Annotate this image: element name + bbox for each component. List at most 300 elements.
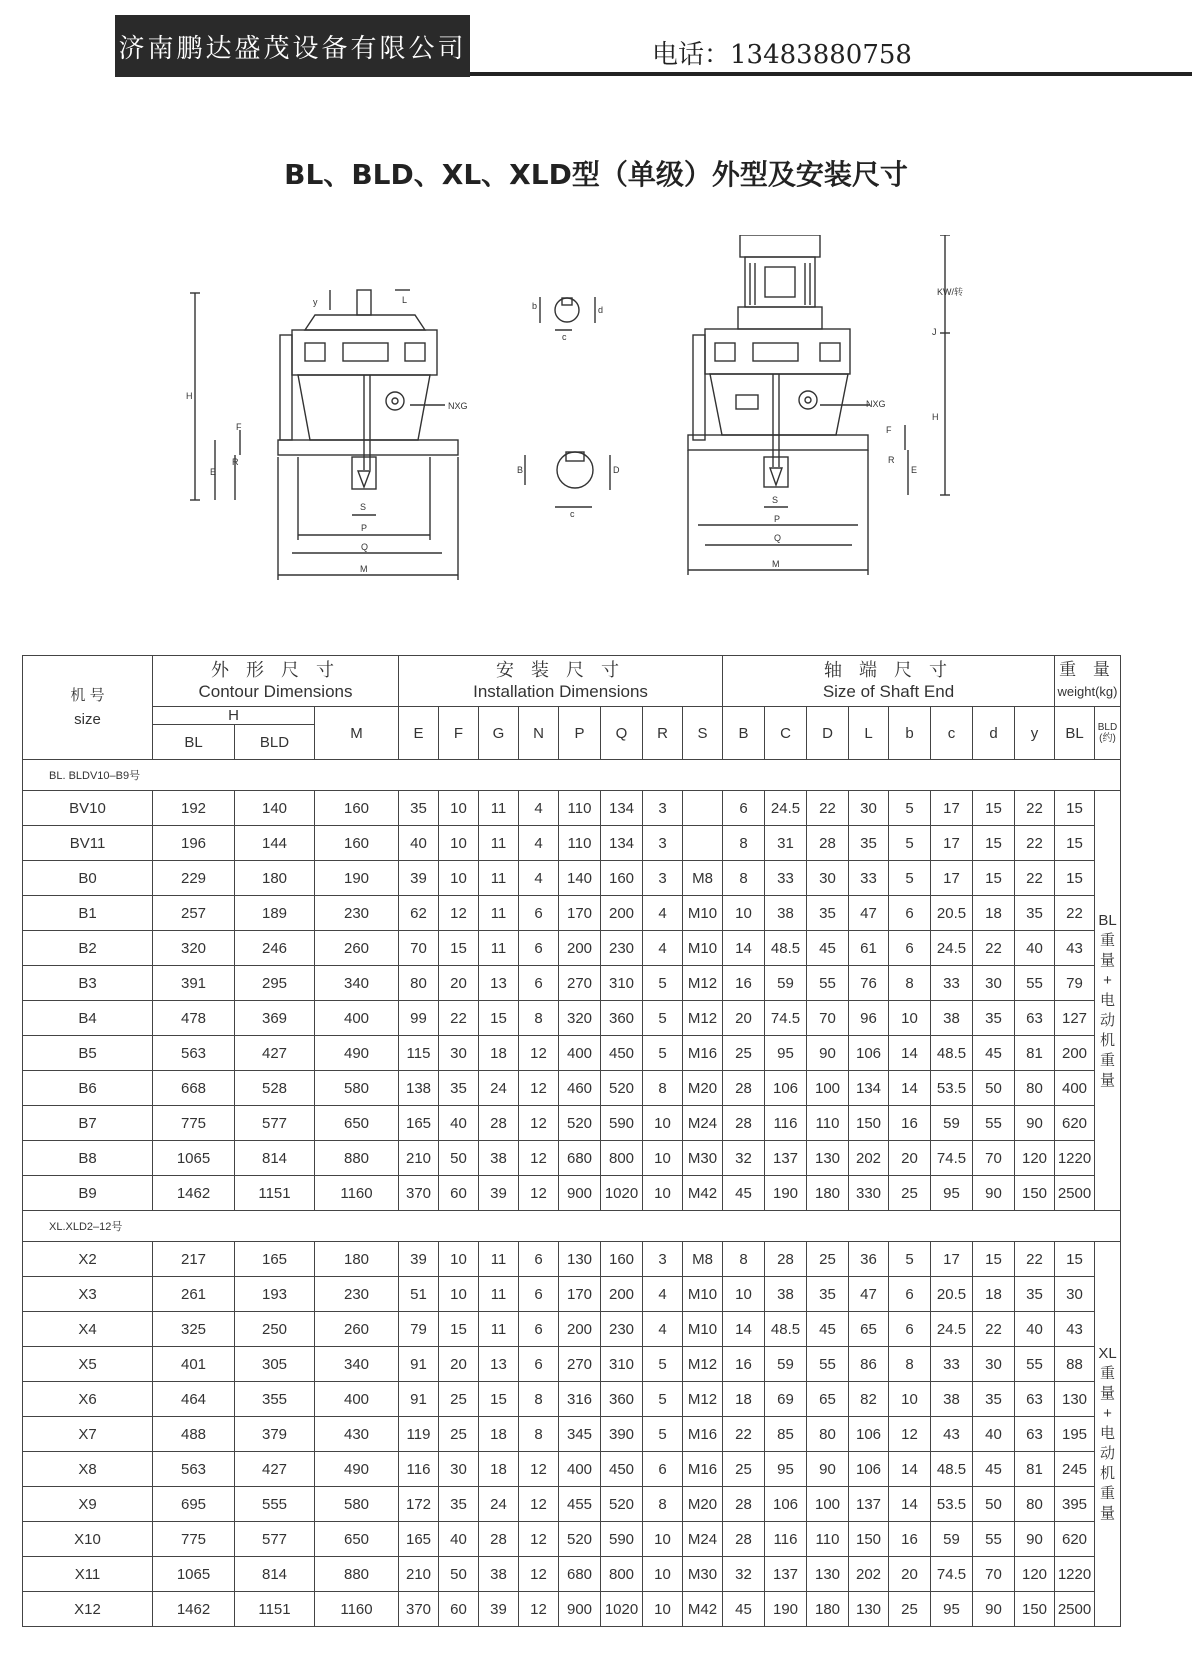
table-row (23, 1557, 1121, 1592)
value-cell: 96 (849, 1001, 889, 1036)
weight-note-char: XL (1098, 1345, 1117, 1362)
table-row (23, 1522, 1121, 1557)
table-row (23, 1141, 1121, 1176)
table-row (23, 1452, 1121, 1487)
value-cell: 555 (235, 1487, 315, 1522)
weight-note-char: 机 (1099, 1465, 1115, 1482)
value-cell: 20 (439, 966, 479, 1001)
value-cell: 427 (235, 1452, 315, 1487)
value-cell: 28 (479, 1106, 519, 1141)
value-cell: 38 (479, 1557, 519, 1592)
shaft-label-c-bot: c (570, 509, 575, 519)
value-cell: 360 (601, 1001, 643, 1036)
value-cell: 775 (153, 1522, 235, 1557)
section-label: XL.XLD2–12号 (23, 1211, 1121, 1242)
value-cell: 250 (235, 1312, 315, 1347)
dimension-drawings (180, 235, 1020, 620)
value-cell: 460 (559, 1071, 601, 1106)
value-cell: 80 (1015, 1071, 1055, 1106)
value-cell: 4 (519, 791, 559, 826)
value-cell: 160 (601, 861, 643, 896)
section-label-row (23, 1211, 1121, 1242)
value-cell: 196 (153, 826, 235, 861)
value-cell: 24 (479, 1487, 519, 1522)
value-cell: 330 (849, 1176, 889, 1211)
left-reducer-drawing (186, 290, 468, 580)
value-cell: 563 (153, 1036, 235, 1071)
value-cell: 200 (601, 1277, 643, 1312)
value-cell: 88 (1055, 1347, 1095, 1382)
value-cell: 165 (399, 1106, 439, 1141)
value-cell: 38 (479, 1141, 519, 1176)
value-cell: 369 (235, 1001, 315, 1036)
value-cell: 79 (1055, 966, 1095, 1001)
value-cell: 70 (807, 1001, 849, 1036)
value-cell: 6 (889, 1277, 931, 1312)
left-label-q: Q (361, 542, 369, 552)
value-cell: 43 (1055, 1312, 1095, 1347)
value-cell: 59 (765, 966, 807, 1001)
value-cell: 150 (1015, 1592, 1055, 1627)
value-cell: 245 (1055, 1452, 1095, 1487)
table-row (23, 1242, 1121, 1277)
value-cell: 35 (973, 1382, 1015, 1417)
value-cell: 55 (807, 966, 849, 1001)
value-cell: 8 (889, 1347, 931, 1382)
size-header: 机 号 size (23, 656, 153, 760)
model-cell: X4 (23, 1312, 153, 1347)
right-label-p: P (774, 514, 781, 524)
value-cell: 427 (235, 1036, 315, 1071)
shaft-section-drawings (517, 297, 620, 519)
value-cell: 450 (601, 1036, 643, 1071)
value-cell: 28 (723, 1106, 765, 1141)
value-cell: 650 (315, 1106, 399, 1141)
value-cell: 35 (1015, 896, 1055, 931)
value-cell: 60 (439, 1592, 479, 1627)
value-cell: 82 (849, 1382, 889, 1417)
value-cell (683, 826, 723, 861)
value-cell: 180 (315, 1242, 399, 1277)
col-header: b (889, 707, 931, 760)
value-cell: 39 (479, 1176, 519, 1211)
value-cell: 137 (849, 1487, 889, 1522)
value-cell: 12 (519, 1487, 559, 1522)
value-cell: 39 (479, 1592, 519, 1627)
value-cell: 39 (399, 861, 439, 896)
value-cell: 900 (559, 1592, 601, 1627)
value-cell: 270 (559, 966, 601, 1001)
value-cell: 295 (235, 966, 315, 1001)
value-cell: 140 (235, 791, 315, 826)
value-cell: 28 (723, 1522, 765, 1557)
value-cell: 22 (1015, 861, 1055, 896)
value-cell: 59 (931, 1106, 973, 1141)
value-cell: 379 (235, 1417, 315, 1452)
model-cell: B5 (23, 1036, 153, 1071)
value-cell: M12 (683, 966, 723, 1001)
value-cell: 190 (765, 1176, 807, 1211)
value-cell: 28 (723, 1487, 765, 1522)
value-cell: 130 (807, 1141, 849, 1176)
left-label-y: y (313, 297, 318, 307)
value-cell: 1462 (153, 1592, 235, 1627)
model-cell: B1 (23, 896, 153, 931)
value-cell: 189 (235, 896, 315, 931)
value-cell: 50 (439, 1141, 479, 1176)
value-cell: 12 (519, 1106, 559, 1141)
value-cell: 5 (889, 1242, 931, 1277)
value-cell: 6 (519, 931, 559, 966)
value-cell: 230 (601, 931, 643, 966)
value-cell: M10 (683, 1312, 723, 1347)
value-cell: 80 (399, 966, 439, 1001)
value-cell: 160 (315, 791, 399, 826)
value-cell: 36 (849, 1242, 889, 1277)
value-cell: 38 (765, 1277, 807, 1312)
value-cell: 10 (643, 1176, 683, 1211)
value-cell: 110 (807, 1522, 849, 1557)
value-cell: 590 (601, 1522, 643, 1557)
value-cell: 30 (973, 966, 1015, 1001)
value-cell: 95 (765, 1452, 807, 1487)
value-cell: 1151 (235, 1176, 315, 1211)
value-cell: M42 (683, 1592, 723, 1627)
value-cell: 45 (973, 1452, 1015, 1487)
value-cell: 134 (601, 791, 643, 826)
model-cell: X7 (23, 1417, 153, 1452)
value-cell: M12 (683, 1001, 723, 1036)
h-header: H (153, 707, 315, 725)
value-cell: 5 (889, 826, 931, 861)
value-cell: 10 (439, 1242, 479, 1277)
value-cell: 528 (235, 1071, 315, 1106)
model-cell: X2 (23, 1242, 153, 1277)
left-label-e: E (210, 467, 217, 477)
value-cell: 11 (479, 1312, 519, 1347)
right-label-r: R (888, 455, 895, 465)
model-cell: X3 (23, 1277, 153, 1312)
value-cell: 5 (889, 791, 931, 826)
value-cell: 18 (479, 1036, 519, 1071)
value-cell: 43 (1055, 931, 1095, 966)
value-cell: M12 (683, 1382, 723, 1417)
value-cell: 5 (643, 1036, 683, 1071)
value-cell: 55 (807, 1347, 849, 1382)
value-cell: 16 (723, 1347, 765, 1382)
value-cell: 257 (153, 896, 235, 931)
value-cell: 8 (723, 826, 765, 861)
value-cell: 6 (889, 896, 931, 931)
value-cell: 880 (315, 1557, 399, 1592)
value-cell: 345 (559, 1417, 601, 1452)
right-label-f: F (886, 425, 892, 435)
value-cell: 35 (439, 1071, 479, 1106)
table-row (23, 826, 1121, 861)
value-cell: 1220 (1055, 1557, 1095, 1592)
value-cell: 110 (807, 1106, 849, 1141)
value-cell: 80 (807, 1417, 849, 1452)
model-cell: B7 (23, 1106, 153, 1141)
value-cell: 580 (315, 1071, 399, 1106)
col-header: S (683, 707, 723, 760)
section-label-row (23, 760, 1121, 791)
value-cell: 62 (399, 896, 439, 931)
value-cell: 45 (723, 1592, 765, 1627)
value-cell: 31 (765, 826, 807, 861)
weight-note-char: 电 (1099, 1425, 1115, 1442)
value-cell: 99 (399, 1001, 439, 1036)
value-cell: 35 (807, 1277, 849, 1312)
value-cell: 28 (723, 1071, 765, 1106)
left-label-nxg: NXG (448, 401, 468, 411)
value-cell: 48.5 (931, 1452, 973, 1487)
col-header: c (931, 707, 973, 760)
value-cell: 95 (931, 1592, 973, 1627)
table-row (23, 1036, 1121, 1071)
value-cell: 900 (559, 1176, 601, 1211)
value-cell: 8 (643, 1487, 683, 1522)
value-cell: 59 (931, 1522, 973, 1557)
value-cell: 45 (807, 1312, 849, 1347)
value-cell: 47 (849, 1277, 889, 1312)
value-cell: 6 (519, 1312, 559, 1347)
left-label-l: L (402, 295, 408, 305)
value-cell: 24.5 (931, 931, 973, 966)
left-label-r: R (232, 457, 239, 467)
value-cell: 1020 (601, 1176, 643, 1211)
value-cell: 25 (723, 1452, 765, 1487)
value-cell: 110 (559, 826, 601, 861)
value-cell: 15 (973, 1242, 1015, 1277)
value-cell: 12 (519, 1071, 559, 1106)
value-cell: 305 (235, 1347, 315, 1382)
model-cell: X8 (23, 1452, 153, 1487)
value-cell: 74.5 (765, 1001, 807, 1036)
right-label-nxg: NXG (866, 399, 886, 409)
value-cell: 190 (765, 1592, 807, 1627)
weight-note-char: 量 (1099, 1071, 1115, 1089)
value-cell: 63 (1015, 1001, 1055, 1036)
value-cell: 202 (849, 1557, 889, 1592)
value-cell: 35 (399, 791, 439, 826)
value-cell: 45 (723, 1176, 765, 1211)
value-cell: 230 (601, 1312, 643, 1347)
value-cell: 5 (643, 1347, 683, 1382)
value-cell: 22 (807, 791, 849, 826)
col-header: L (849, 707, 889, 760)
value-cell: 12 (519, 1522, 559, 1557)
value-cell: 6 (643, 1452, 683, 1487)
value-cell: 340 (315, 966, 399, 1001)
value-cell: 59 (765, 1347, 807, 1382)
value-cell: 69 (765, 1382, 807, 1417)
left-label-h: H (186, 391, 193, 401)
value-cell: 192 (153, 791, 235, 826)
model-cell: BV10 (23, 791, 153, 826)
value-cell: 260 (315, 1312, 399, 1347)
value-cell (683, 791, 723, 826)
value-cell: 65 (807, 1382, 849, 1417)
value-cell: 3 (643, 1242, 683, 1277)
value-cell: 4 (519, 861, 559, 896)
value-cell: 668 (153, 1071, 235, 1106)
value-cell: 65 (849, 1312, 889, 1347)
value-cell: M20 (683, 1487, 723, 1522)
weight-note-char: BL (1098, 911, 1117, 929)
value-cell: 5 (643, 1382, 683, 1417)
value-cell: 63 (1015, 1417, 1055, 1452)
value-cell: 61 (849, 931, 889, 966)
model-cell: B9 (23, 1176, 153, 1211)
value-cell: 180 (807, 1176, 849, 1211)
value-cell: 400 (1055, 1071, 1095, 1106)
value-cell: 15 (1055, 826, 1095, 861)
value-cell: 17 (931, 1242, 973, 1277)
value-cell: 180 (807, 1592, 849, 1627)
value-cell: 2500 (1055, 1176, 1095, 1211)
value-cell: 11 (479, 826, 519, 861)
value-cell: M10 (683, 931, 723, 966)
model-cell: X5 (23, 1347, 153, 1382)
table-row (23, 1417, 1121, 1452)
left-label-s: S (360, 502, 367, 512)
table-row (23, 966, 1121, 1001)
value-cell: 22 (1015, 1242, 1055, 1277)
weight-note-char: 量 (1099, 1505, 1115, 1522)
value-cell: 25 (439, 1382, 479, 1417)
value-cell: 39 (399, 1242, 439, 1277)
value-cell: 170 (559, 1277, 601, 1312)
value-cell: 520 (559, 1522, 601, 1557)
value-cell: 12 (519, 1176, 559, 1211)
value-cell: 1151 (235, 1592, 315, 1627)
value-cell: 1160 (315, 1592, 399, 1627)
col-header: G (479, 707, 519, 760)
dimension-table (22, 655, 1121, 1627)
value-cell: 165 (399, 1522, 439, 1557)
value-cell: 12 (519, 1557, 559, 1592)
table-row (23, 791, 1121, 826)
value-cell: 580 (315, 1487, 399, 1522)
value-cell: 130 (849, 1592, 889, 1627)
value-cell: 76 (849, 966, 889, 1001)
weight-note-char: 重 (1099, 1051, 1115, 1069)
value-cell: 5 (889, 861, 931, 896)
section-label: BL. BLDV10–B9号 (23, 760, 1121, 791)
value-cell: 316 (559, 1382, 601, 1417)
shaft-label-b-top: b (532, 301, 538, 311)
value-cell: M24 (683, 1522, 723, 1557)
value-cell: 47 (849, 896, 889, 931)
value-cell: 195 (1055, 1417, 1095, 1452)
value-cell: 28 (765, 1242, 807, 1277)
value-cell: 12 (889, 1417, 931, 1452)
value-cell: 6 (889, 1312, 931, 1347)
value-cell: M8 (683, 861, 723, 896)
value-cell: 200 (559, 1312, 601, 1347)
value-cell: 16 (889, 1522, 931, 1557)
value-cell: 775 (153, 1106, 235, 1141)
weight-header: 重 量 weight(kg) (1055, 656, 1121, 707)
value-cell: 360 (601, 1382, 643, 1417)
value-cell: 680 (559, 1557, 601, 1592)
value-cell: 80 (1015, 1487, 1055, 1522)
value-cell: 24.5 (931, 1312, 973, 1347)
right-reducer-drawing (688, 235, 963, 575)
value-cell: 10 (643, 1522, 683, 1557)
value-cell: 8 (723, 1242, 765, 1277)
value-cell: 478 (153, 1001, 235, 1036)
col-header: B (723, 707, 765, 760)
value-cell: 6 (519, 966, 559, 1001)
weight-note-char: 重 (1099, 931, 1115, 949)
value-cell: 229 (153, 861, 235, 896)
value-cell: 81 (1015, 1452, 1055, 1487)
value-cell: 11 (479, 896, 519, 931)
value-cell: 79 (399, 1312, 439, 1347)
value-cell: 20 (889, 1557, 931, 1592)
value-cell: 8 (519, 1001, 559, 1036)
value-cell: 150 (1015, 1176, 1055, 1211)
value-cell: 106 (765, 1487, 807, 1522)
value-cell: 210 (399, 1141, 439, 1176)
value-cell: 14 (889, 1071, 931, 1106)
value-cell: 6 (723, 791, 765, 826)
value-cell: 74.5 (931, 1557, 973, 1592)
weight-note-char: 重 (1099, 1485, 1115, 1502)
value-cell: 100 (807, 1071, 849, 1106)
value-cell: 10 (439, 826, 479, 861)
value-cell: 150 (849, 1522, 889, 1557)
value-cell: 63 (1015, 1382, 1055, 1417)
value-cell: 390 (601, 1417, 643, 1452)
weight-note-char: + (1103, 1405, 1112, 1422)
value-cell: 10 (643, 1141, 683, 1176)
value-cell: 520 (559, 1106, 601, 1141)
value-cell: 116 (399, 1452, 439, 1487)
value-cell: 60 (439, 1176, 479, 1211)
col-header: R (643, 707, 683, 760)
value-cell: M16 (683, 1417, 723, 1452)
value-cell: 40 (973, 1417, 1015, 1452)
value-cell: 48.5 (931, 1036, 973, 1071)
value-cell: 180 (235, 861, 315, 896)
value-cell: 401 (153, 1347, 235, 1382)
contour-header: 外 形 尺 寸 Contour Dimensions (153, 656, 399, 707)
value-cell: 15 (1055, 861, 1095, 896)
shaft-label-d-top: d (598, 305, 604, 315)
value-cell: 400 (315, 1001, 399, 1036)
value-cell: 55 (1015, 966, 1055, 1001)
value-cell: 4 (643, 931, 683, 966)
table-row (23, 1176, 1121, 1211)
left-label-f: F (236, 422, 242, 432)
value-cell: 15 (479, 1001, 519, 1036)
value-cell: 22 (973, 1312, 1015, 1347)
model-cell: X9 (23, 1487, 153, 1522)
value-cell: 160 (315, 826, 399, 861)
value-cell: 20.5 (931, 896, 973, 931)
value-cell: 320 (559, 1001, 601, 1036)
value-cell: 150 (849, 1106, 889, 1141)
value-cell: 12 (439, 896, 479, 931)
value-cell: 520 (601, 1487, 643, 1522)
value-cell: 1160 (315, 1176, 399, 1211)
value-cell: 4 (643, 1312, 683, 1347)
col-header: d (973, 707, 1015, 760)
value-cell: 17 (931, 791, 973, 826)
